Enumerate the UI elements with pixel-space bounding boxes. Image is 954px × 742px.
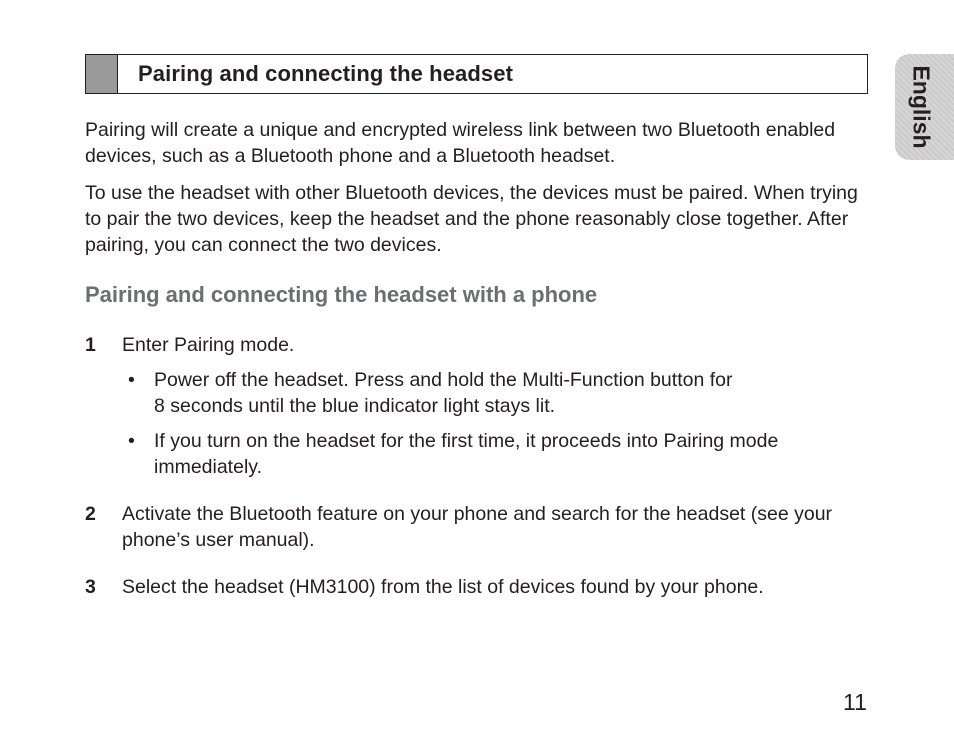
language-tab-label: English (908, 65, 935, 149)
step-1-bullet-1-line-1: Power off the headset. Press and hold the Multi-Function button for (154, 369, 733, 391)
step-1-bullet-1-line-2: 8 seconds until the blue indicator light stays lit. (154, 395, 556, 417)
intro-paragraph-1: Pairing will create a unique and encrypted wireless link between two Bluetooth enabled devices, such as a Bluetooth phone and a Bluetooth headset. (85, 119, 836, 167)
page-number: 11 (843, 689, 867, 715)
section-header (85, 54, 868, 94)
step-3-number: 3 (85, 576, 96, 598)
section-heading: Pairing and connecting the headset with a phone (85, 282, 598, 307)
step-1-number: 1 (85, 334, 96, 356)
header-marker (86, 55, 118, 93)
step-1-bullet-2-line-1: If you turn on the headset for the first time, it proceeds into Pairing mode (154, 430, 779, 452)
step-2-number: 2 (85, 503, 96, 525)
step-3-text: Select the headset (HM3100) from the list of devices found by your phone. (122, 576, 764, 598)
page-title: Pairing and connecting the headset (138, 61, 514, 86)
step-1-bullet-2-line-2: immediately. (154, 456, 263, 478)
step-2-text: Activate the Bluetooth feature on your phone and search for the headset (see your phone’s user manual). (122, 503, 833, 551)
bullet-marker: • (128, 430, 135, 452)
bullet-marker: • (128, 369, 135, 391)
step-1-text: Enter Pairing mode. (122, 334, 295, 356)
intro-paragraph-2: To use the headset with other Bluetooth devices, the devices must be paired. When trying to pair the two devices, keep the headset and the phone reasonably close together. After pairing, you can connect the two devices. (85, 182, 858, 256)
